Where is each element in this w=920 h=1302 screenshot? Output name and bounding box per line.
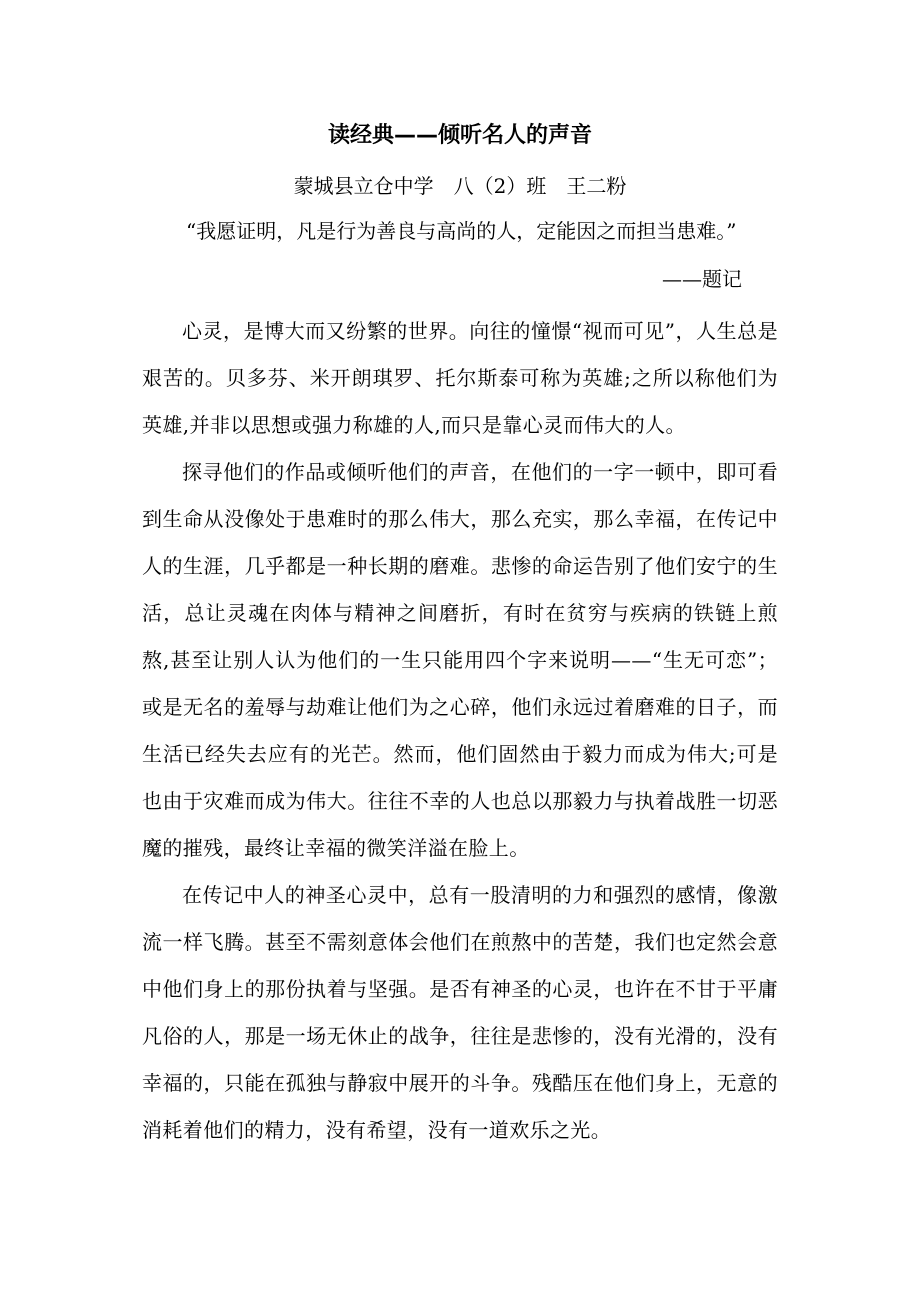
document-title: 读经典——倾听名人的声音 [327, 123, 592, 148]
epigraph-quote: “我愿证明，凡是行为善良与高尚的人，定能因之而担当患难。” [186, 219, 737, 243]
article-body [142, 308, 778, 1154]
body-paragraph: 心灵，是博大而又纷繁的世界。向往的憧憬“视而可见”，人生总是艰苦的。贝多芬、米开朗琪罗、托尔斯泰可称为英雄;之所以称他们为英雄,并非以思想或强力称雄的人,而只是靠心灵而伟大的人。 [142, 319, 778, 437]
author-byline: 蒙城县立仓中学 八（2）班 王二粉 [293, 174, 627, 198]
body-paragraph: 探寻他们的作品或倾听他们的声音，在他们的一字一顿中，即可看到生命从没像处于患难时的那么伟大，那么充实，那么幸福，在传记中人的生涯，几乎都是一种长期的磨难。悲惨的命运告别了他们安宁的生活，总让灵魂在肉体与精神之间磨折，有时在贫穷与疾病的铁链上煎熬,甚至让别人认为他们的一生只能用四个字来说明——“生无可恋”；或是无名的羞辱与劫难让他们为之心碎，他们永远过着磨难的日子，而生活已经失去应有的光芒。然而，他们固然由于毅力而成为伟大;可是也由于灾难而成为伟大。往往不幸的人也总以那毅力与执着战胜一切恶魔的摧残，最终让幸福的微笑洋溢在脸上。 [142, 460, 778, 860]
epigraph-source: ——题记 [662, 267, 742, 291]
body-paragraph: 在传记中人的神圣心灵中，总有一股清明的力和强烈的感情，像激流一样飞腾。甚至不需刻意体会他们在煎熬中的苦楚，我们也定然会意中他们身上的那份执着与坚强。是否有神圣的心灵，也许在不甘于平庸凡俗的人，那是一场无休止的战争，往往是悲惨的，没有光滑的，没有幸福的，只能在孤独与静寂中展开的斗争。残酷压在他们身上，无意的消耗着他们的精力，没有希望，没有一道欢乐之光。 [142, 883, 778, 1142]
